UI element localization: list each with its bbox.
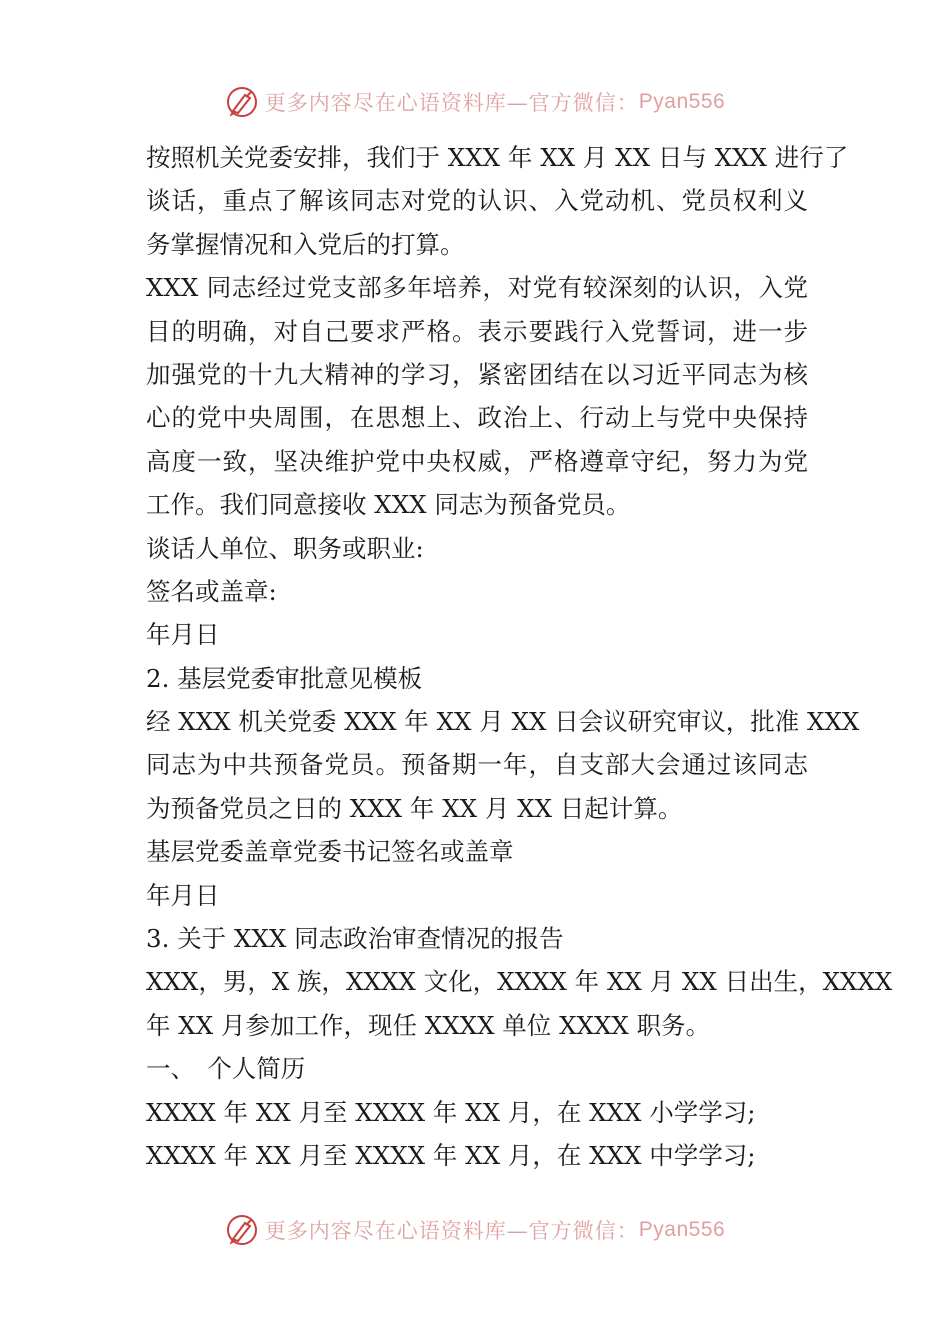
text-line: 为预备党员之日的 XXX 年 XX 月 XX 日起计算。 [146,793,683,823]
text-line: 谈话人单位、职务或职业: [146,533,424,563]
text-line: 年月日 [146,880,220,910]
header-watermark [0,82,950,122]
text-line: 谈话，重点了解该同志对党的认识、入党动机、党员权利义 [146,186,808,216]
subsection-heading: 一、 个人简历 [146,1054,306,1084]
text-line: XXX，男，X 族，XXXX 文化，XXXX 年 XX 月 XX 日出生，XXXX [146,967,893,997]
text-line: 同志为中共预备党员。预备期一年，自支部大会通过该同志 [146,750,808,780]
section-heading: 3. 关于 XXX 同志政治审查情况的报告 [146,924,564,954]
text-line: 心的党中央周围，在思想上、政治上、行动上与党中央保持 [146,403,808,433]
text-line: 目的明确，对自己要求严格。表示要践行入党誓词，进一步 [146,316,808,346]
text-line: 年月日 [146,620,220,650]
text-line: 基层党委盖章党委书记签名或盖章 [146,837,514,867]
watermark-text: 更多内容尽在心语资料库—官方微信： [264,91,639,115]
footer-watermark [0,1210,950,1250]
pen-nib-circle-icon [225,85,259,119]
watermark-brand: Pyan556 [638,1218,726,1241]
pen-nib-circle-icon [225,1213,259,1247]
text-line: 工作。我们同意接收 XXX 同志为预备党员。 [146,490,631,520]
text-line: 务掌握情况和入党后的打算。 [146,229,465,259]
text-line: 按照机关党委安排，我们于 XXX 年 XX 月 XX 日与 XXX 进行了 [146,143,849,172]
text-line: 签名或盖章: [146,576,277,606]
text-line: 加强党的十九大精神的学习，紧密团结在以习近平同志为核 [146,359,808,389]
text-line: 经 XXX 机关党委 XXX 年 XX 月 XX 日会议研究审议，批准 XXX [146,707,860,737]
text-line: XXX 同志经过党支部多年培养，对党有较深刻的认识，入党 [146,273,808,303]
watermark-brand: Pyan556 [638,90,726,113]
text-line: XXXX 年 XX 月至 XXXX 年 XX 月，在 XXX 小学学习; [146,1097,756,1127]
section-heading: 2. 基层党委审批意见模板 [146,663,423,693]
text-line: XXXX 年 XX 月至 XXXX 年 XX 月，在 XXX 中学学习; [146,1140,756,1170]
text-line: 年 XX 月参加工作，现任 XXXX 单位 XXXX 职务。 [146,1010,711,1040]
watermark-text: 更多内容尽在心语资料库—官方微信： [264,1219,639,1243]
document-body [146,136,893,1177]
text-line: 高度一致，坚决维护党中央权威，严格遵章守纪，努力为党 [146,446,808,476]
